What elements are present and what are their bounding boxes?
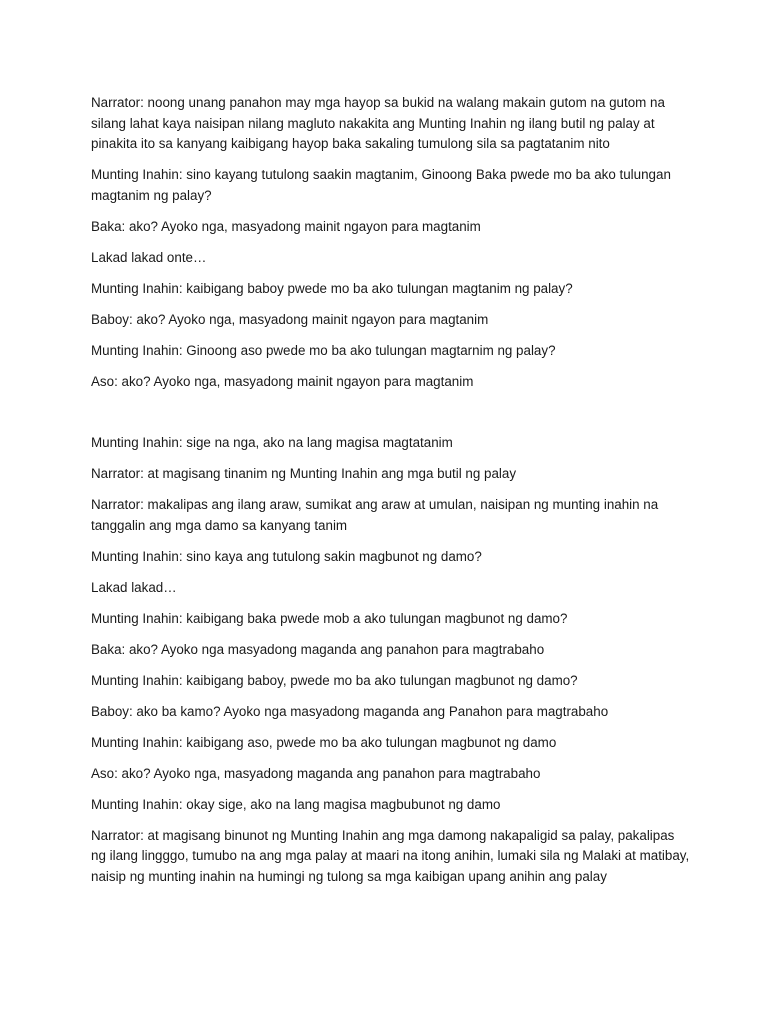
paragraph-inahin-ask-baka: Munting Inahin: sino kayang tutulong saakin magtanim, Ginoong Baka pwede mo ba ako tulungan magtanim ng palay? bbox=[91, 167, 671, 203]
paragraph-lakad-1: Lakad lakad onte… bbox=[91, 249, 207, 265]
paragraph-baka-reply: Baka: ako? Ayoko nga, masyadong mainit ngayon para magtanim bbox=[91, 218, 481, 234]
paragraph-inahin-ask-baboy: Munting Inahin: kaibigang baboy pwede mo ba ako tulungan magtanim ng palay? bbox=[91, 280, 573, 296]
paragraph-narrator-weeds: Narrator: makalipas ang ilang araw, sumikat ang araw at umulan, naisipan ng munting inahin na tanggalin ang mga damo sa kanyang tanim bbox=[91, 497, 659, 533]
paragraph-narrator-harvest: Narrator: at magisang binunot ng Munting Inahin ang mga damong nakapaligid sa palay, pakalipas ng ilang lingggo, tumubo na ang mga palay at maari na itong anihin, lumaki sila ng Malaki at matibay, naisip ng munting inahin na humingi ng tulong sa mga kaibigan upang anihin ang palay bbox=[91, 827, 690, 884]
paragraph-narrator-intro: Narrator: noong unang panahon may mga hayop sa bukid na walang makain gutom na gutom na silang lahat kaya naisipan nilang magluto nakakita ang Munting Inahin ng ilang butil ng palay at pinakita ito sa kanyang kaibigang hayop baka sakaling tumulong sila sa pagtatanim nito bbox=[91, 95, 665, 151]
paragraph-baka-reply-weed: Baka: ako? Ayoko nga masyadong maganda ang panahon para magtrabaho bbox=[91, 641, 545, 657]
paragraph-inahin-ask-baboy-weed: Munting Inahin: kaibigang baboy, pwede mo ba ako tulungan magbunot ng damo? bbox=[91, 672, 578, 688]
paragraph-inahin-ask-aso: Munting Inahin: Ginoong aso pwede mo ba ako tulungan magtarnim ng palay? bbox=[91, 342, 556, 358]
paragraph-inahin-alone-weed: Munting Inahin: okay sige, ako na lang magisa magbubunot ng damo bbox=[91, 796, 501, 812]
blank-line-spacer bbox=[91, 403, 691, 434]
paragraph-inahin-ask-baka-weed: Munting Inahin: kaibigang baka pwede mob a ako tulungan magbunot ng damo? bbox=[91, 610, 568, 626]
paragraph-inahin-ask-weeding: Munting Inahin: sino kaya ang tutulong sakin magbunot ng damo? bbox=[91, 548, 482, 564]
document-body bbox=[91, 93, 691, 898]
paragraph-baboy-reply: Baboy: ako? Ayoko nga, masyadong mainit ngayon para magtanim bbox=[91, 311, 489, 327]
paragraph-narrator-planted: Narrator: at magisang tinanim ng Munting Inahin ang mga butil ng palay bbox=[91, 466, 517, 481]
paragraph-inahin-alone-plant: Munting Inahin: sige na nga, ako na lang magisa magtatanim bbox=[91, 435, 453, 450]
paragraph-aso-reply: Aso: ako? Ayoko nga, masyadong mainit ngayon para magtanim bbox=[91, 373, 474, 389]
paragraph-aso-reply-weed: Aso: ako? Ayoko nga, masyadong maganda ang panahon para magtrabaho bbox=[91, 765, 541, 781]
paragraph-baboy-reply-weed: Baboy: ako ba kamo? Ayoko nga masyadong maganda ang Panahon para magtrabaho bbox=[91, 703, 609, 719]
paragraph-lakad-2: Lakad lakad… bbox=[91, 579, 177, 595]
paragraph-inahin-ask-aso-weed: Munting Inahin: kaibigang aso, pwede mo ba ako tulungan magbunot ng damo bbox=[91, 734, 557, 750]
